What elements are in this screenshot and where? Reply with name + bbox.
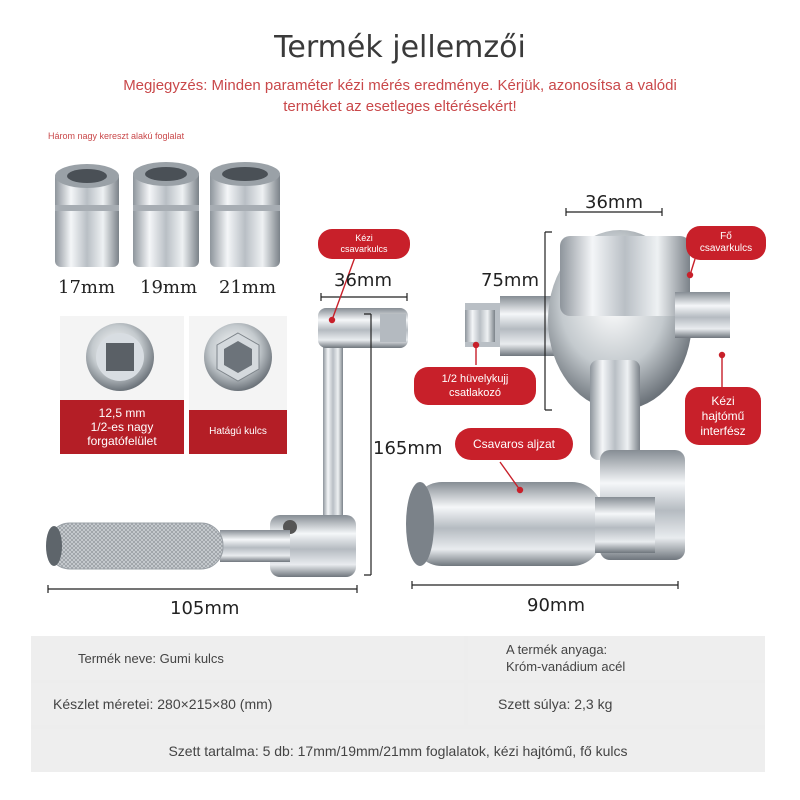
- socket-size-19: 19mm: [140, 277, 198, 298]
- callout-adapter: 1/2 hüvelykujj csatlakozó: [414, 367, 536, 405]
- dim-handle-top: 36mm: [334, 270, 392, 291]
- spec-weight-text: Szett súlya: 2,3 kg: [498, 696, 613, 712]
- dim-body-top: 36mm: [585, 192, 643, 213]
- socket-19mm: [133, 162, 199, 267]
- sockets-caption: Három nagy kereszt alakú foglalat: [48, 131, 185, 141]
- dim-handle-height: 165mm: [373, 438, 443, 459]
- dim-body-height: 75mm: [481, 270, 539, 291]
- dim-socket-width: 90mm: [527, 595, 585, 616]
- page-title: Termék jellemzői: [274, 30, 526, 65]
- dim-handle-width: 105mm: [170, 598, 240, 619]
- callout-screw-socket: Csavaros aljzat: [455, 428, 573, 460]
- spec-contents: [31, 729, 765, 772]
- spec-material-label: A termék anyaga:: [506, 642, 608, 657]
- square-drive-detail: [86, 323, 154, 391]
- socket-size-17: 17mm: [58, 277, 116, 298]
- socket-size-21: 21mm: [219, 277, 277, 298]
- spec-weight: [468, 683, 765, 725]
- note-line-1: Megjegyzés: Minden paraméter kézi mérés eredménye. Kérjük, azonosítsa a valódi: [123, 77, 677, 94]
- hex-socket-caption: Hatágú kulcs: [189, 410, 287, 454]
- spec-material: [468, 636, 765, 680]
- hex-socket-detail: [204, 323, 272, 391]
- socket-17mm: [55, 164, 119, 267]
- spec-dimensions-text: Készlet méretei: 280×215×80 (mm): [53, 696, 273, 712]
- callout-gear-interface: Kézi hajtómű interfész: [685, 387, 761, 445]
- spec-material-value: Króm-vanádium acél: [506, 659, 626, 674]
- square-drive-caption: 12,5 mm 1/2-es nagy forgatófelület: [60, 400, 184, 454]
- callout-hand-wrench: Kézi csavarkulcs: [318, 229, 410, 259]
- socket-21mm: [210, 162, 280, 267]
- spec-contents-text: Szett tartalma: 5 db: 17mm/19mm/21mm foglalatok, kézi hajtómű, fő kulcs: [168, 742, 628, 759]
- note-line-2: terméket az esetleges eltérésekért!: [283, 98, 517, 115]
- spec-product-name: [31, 636, 464, 680]
- spec-dimensions: [31, 683, 464, 725]
- callout-main-wrench: Fő csavarkulcs: [686, 226, 766, 260]
- spec-product-name-text: Termék neve: Gumi kulcs: [78, 650, 224, 666]
